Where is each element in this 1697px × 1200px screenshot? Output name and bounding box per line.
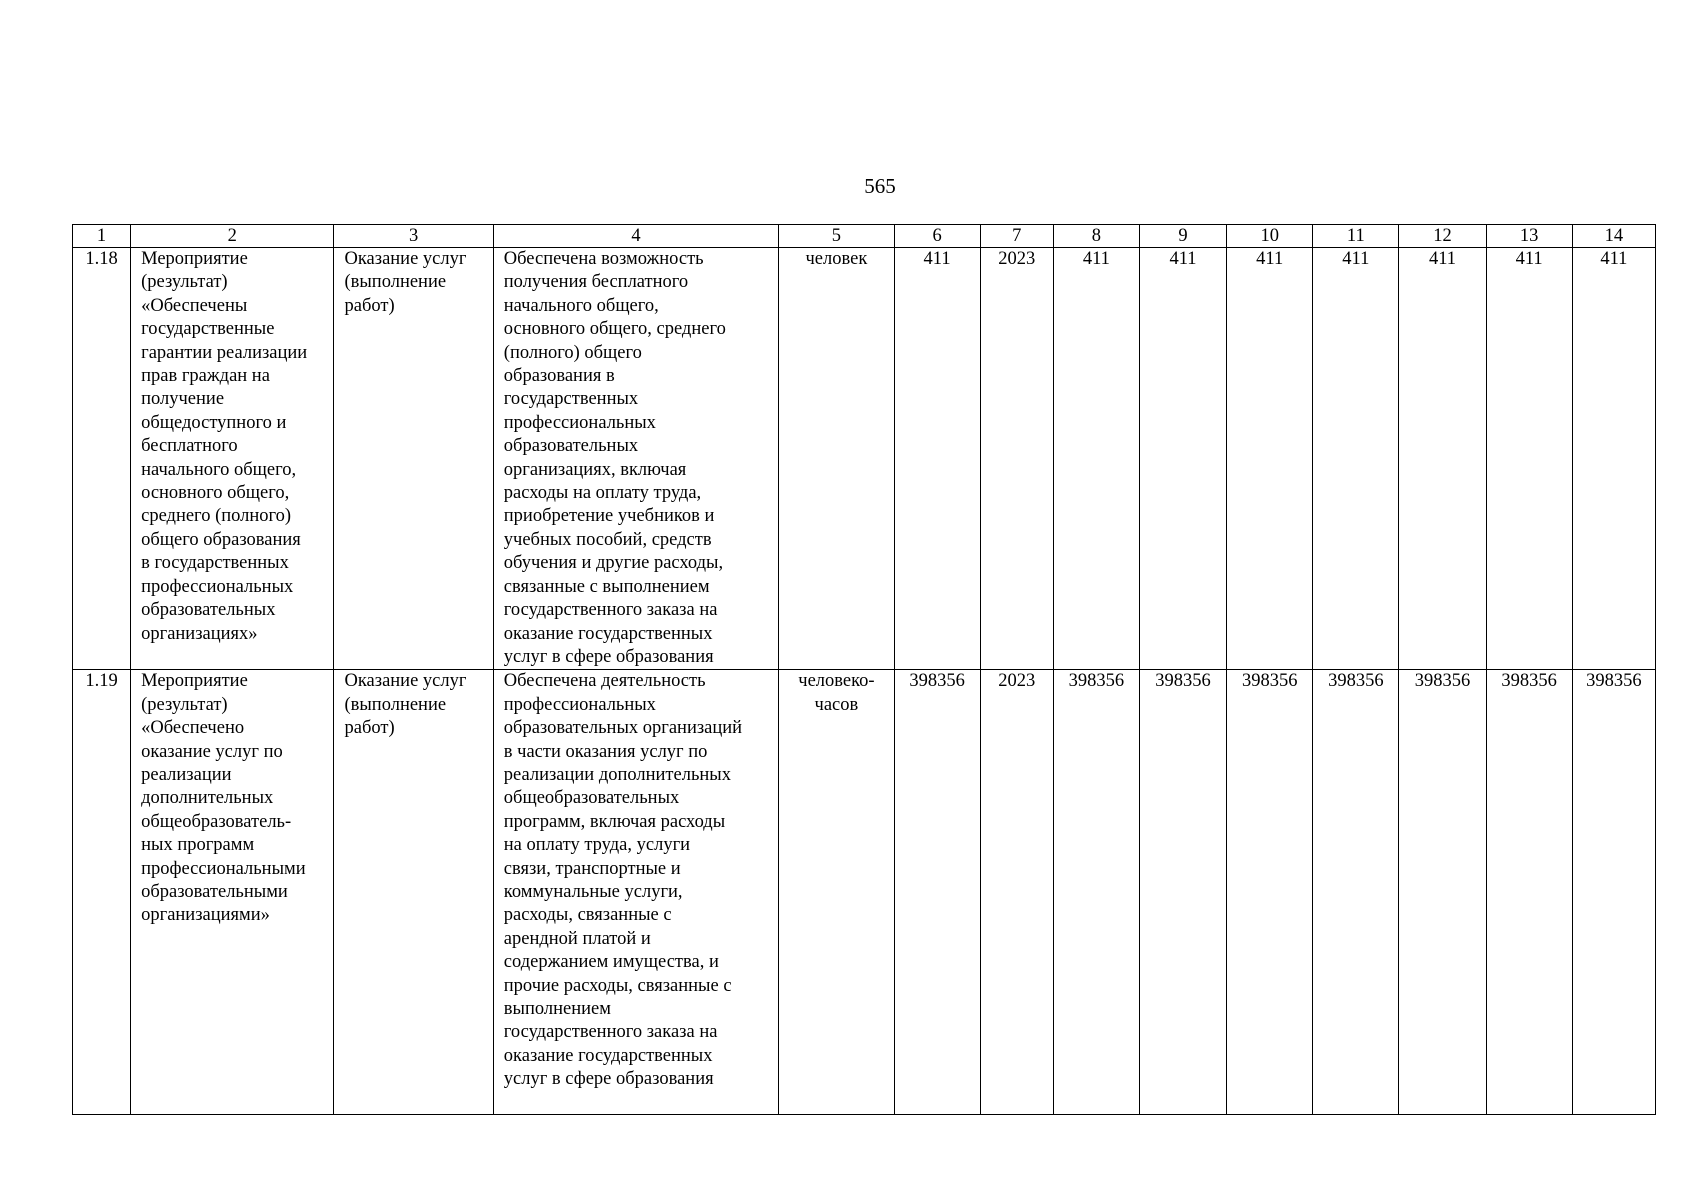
column-number: 7 [980,225,1053,248]
table-row [73,670,1656,1115]
column-number: 13 [1486,225,1572,248]
base-value: 411 [894,248,980,670]
column-number: 8 [1053,225,1139,248]
year-value: 398356 [1139,670,1226,1115]
column-number: 9 [1139,225,1226,248]
column-number: 4 [493,225,779,248]
table-row [73,248,1656,670]
column-number: 6 [894,225,980,248]
column-number: 1 [73,225,131,248]
base-value: 398356 [894,670,980,1115]
base-year: 2023 [980,670,1053,1115]
column-number: 14 [1572,225,1655,248]
column-number: 10 [1227,225,1313,248]
year-value: 411 [1486,248,1572,670]
row-number: 1.18 [73,248,131,670]
column-number-row [73,225,1656,248]
measure-name: Мероприятие (результат) «Обеспечены государственные гарантии реализации прав граждан на получение общедоступного и бесплатного начального общего, основного общего, среднего (полного) общего образования в государственных профессиональных образовательных организациях» [131,248,334,670]
year-value: 398356 [1227,670,1313,1115]
column-number: 5 [779,225,894,248]
results-table [72,224,1656,1115]
unit-of-measure: человек [779,248,894,670]
unit-of-measure: человеко- часов [779,670,894,1115]
year-value: 398356 [1053,670,1139,1115]
column-number: 2 [131,225,334,248]
row-number: 1.19 [73,670,131,1115]
measure-description: Обеспечена деятельность профессиональных образовательных организаций в части оказания услуг по реализации дополнительных общеобразовательных программ, включая расходы на оплату труда, услуги связи, транспортные и коммунальные услуги, расходы, связанные с арендной платой и содержанием имущества, и прочие расходы, связанные с выполнением государственного заказа на оказание государственных услуг в сфере образования [493,670,779,1115]
year-value: 411 [1572,248,1655,670]
column-number: 11 [1313,225,1399,248]
page-number: 565 [864,174,896,198]
base-year: 2023 [980,248,1053,670]
measure-name: Мероприятие (результат) «Обеспечено оказание услуг по реализации дополнительных общеобразователь- ных программ профессиональными образовательными организациями» [131,670,334,1115]
year-value: 398356 [1572,670,1655,1115]
column-number: 12 [1399,225,1486,248]
year-value: 411 [1313,248,1399,670]
column-number: 3 [334,225,493,248]
measure-description: Обеспечена возможность получения бесплатного начального общего, основного общего, среднего (полного) общего образования в государственных профессиональных образовательных организациях, включая расходы на оплату труда, приобретение учебников и учебных пособий, средств обучения и другие расходы, связанные с выполнением государственного заказа на оказание государственных услуг в сфере образования [493,248,779,670]
year-value: 411 [1227,248,1313,670]
year-value: 411 [1399,248,1486,670]
measure-type: Оказание услуг (выполнение работ) [334,248,493,670]
year-value: 411 [1139,248,1226,670]
year-value: 398356 [1486,670,1572,1115]
year-value: 411 [1053,248,1139,670]
year-value: 398356 [1399,670,1486,1115]
year-value: 398356 [1313,670,1399,1115]
measure-type: Оказание услуг (выполнение работ) [334,670,493,1115]
